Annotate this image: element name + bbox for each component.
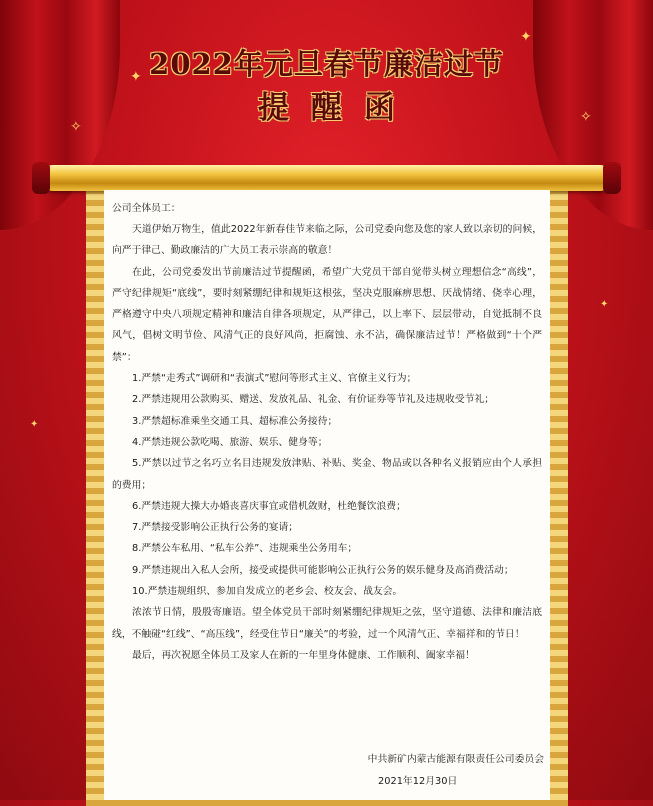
page-subtitle: 提醒函 bbox=[258, 90, 417, 126]
sparkle-icon: ✧ bbox=[580, 109, 592, 125]
rule-item: 4.严禁违规公款吃喝、旅游、娱乐、健身等； bbox=[132, 436, 328, 448]
rule-item: 6.严禁违规大操大办婚丧喜庆事宜或借机敛财，杜绝餐饮浪费； bbox=[132, 500, 406, 512]
scroll-rod bbox=[40, 165, 613, 191]
letter-date: 2021年12月30日 bbox=[378, 776, 458, 787]
sparkle-icon: ✧ bbox=[70, 119, 82, 135]
paragraph: 浓浓节日情，殷殷寄廉语。望全体党员干部时刻紧绷纪律规矩之弦，坚守道德、法律和廉洁底线，不触碰“红线”、“高压线”，经受住节日“廉关”的考验，过一个风清气正、幸福祥和的节日！ bbox=[112, 607, 542, 640]
letter-paper bbox=[104, 190, 550, 800]
scroll-rod-end bbox=[32, 162, 50, 194]
sparkle-icon: ✦ bbox=[600, 299, 609, 310]
rule-item: 5.严禁以过节之名巧立名目违规发放津贴、补贴、奖金、物品或以各种名义报销应由个人承担的费用； bbox=[112, 458, 542, 491]
letter-body bbox=[112, 219, 542, 666]
rule-item: 1.严禁“走秀式”调研和“表演式”慰问等形式主义、官僚主义行为； bbox=[132, 373, 417, 385]
sparkle-icon: ✦ bbox=[30, 419, 39, 430]
rule-item: 10.严禁违规组织、参加自发成立的老乡会、校友会、战友会。 bbox=[132, 586, 403, 598]
scroll-rod-end bbox=[603, 162, 621, 194]
letter-signature: 中共新矿内蒙古能源有限责任公司委员会 bbox=[367, 754, 544, 765]
letter-greeting: 公司全体员工： bbox=[112, 203, 181, 214]
paragraph: 在此，公司党委发出节前廉洁过节提醒函，希望广大党员干部自觉带头树立理想信念“高线”，严守纪律规矩“底线”，要时刻紧绷纪律和规矩这根弦，坚决克服麻痹思想、厌战情绪、侥幸心理，严格遵守中央八项规定精神和廉洁自律各项规定，从严律己，以上率下、层层带动，自觉抵制不良风气，倡树文明节俭、风清气正的良好风尚，拒腐蚀、永不沾，确保廉洁过节！严格做到“十个严禁”： bbox=[112, 266, 542, 363]
rule-item: 2.严禁违规用公款购买、赠送、发放礼品、礼金、有价证券等节礼及违规收受节礼； bbox=[132, 394, 495, 406]
page-title: 2022年元旦春节廉洁过节 bbox=[149, 47, 504, 81]
paragraph: 最后，再次祝愿全体员工及家人在新的一年里身体健康、工作顺利、阖家幸福！ bbox=[132, 649, 475, 661]
sparkle-icon: ✦ bbox=[520, 29, 532, 45]
paragraph: 天道伊始万物生，值此2022年新春佳节来临之际，公司党委向您及您的家人致以亲切的问候，向严于律己、勤政廉洁的广大员工表示崇高的敬意！ bbox=[112, 224, 542, 257]
rule-item: 3.严禁超标准乘坐交通工具、超标准公务接待； bbox=[132, 415, 338, 427]
rule-item: 7.严禁接受影响公正执行公务的宴请； bbox=[132, 522, 299, 534]
rule-item: 9.严禁违规出入私人会所，接受或提供可能影响公正执行公务的娱乐健身及高消费活动； bbox=[132, 564, 514, 576]
sparkle-icon: ✦ bbox=[130, 69, 142, 85]
rule-item: 8.严禁公车私用、“私车公养”、违规乘坐公务用车； bbox=[132, 543, 358, 555]
